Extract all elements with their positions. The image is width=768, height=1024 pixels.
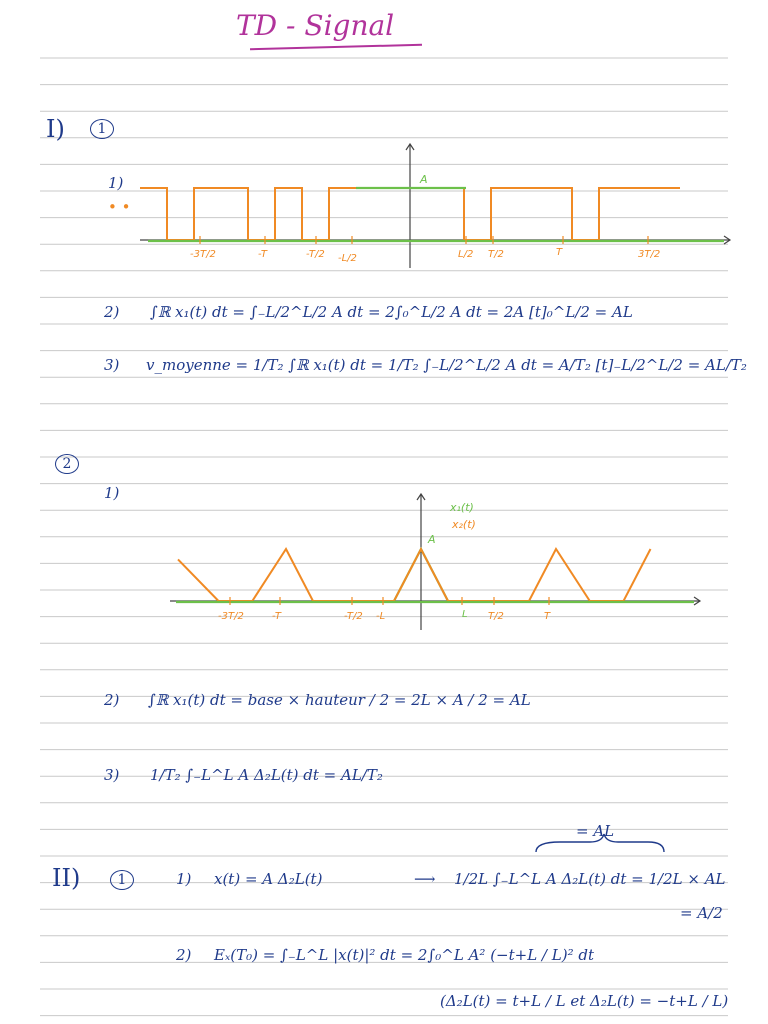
question-3-label: 3) [104,356,120,374]
tick-label: -3T/2 [218,611,244,622]
tick-label: L [462,609,468,620]
circled-number: 2 [55,454,79,474]
arrow-icon: ⟶ [414,870,436,888]
tick-label: -T/2 [344,611,363,622]
tick-label: -T [258,249,267,260]
section-one-heading: I) [46,115,65,143]
question-3-equation: v_moyenne = 1/T₂ ∫ℝ x₁(t) dt = 1/T₂ ∫₋L/2^L/2 A dt = A/T₂ [t]₋L/2^L/2 = AL/T₂ [146,356,747,374]
legend-x2: x₂(t) [452,518,476,531]
tick-label: T [544,611,551,622]
circled-number: 1 [110,870,134,890]
section-two-circle-number [110,870,134,890]
part2-question-2-equation: ∫ℝ x₁(t) dt = base × hauteur / 2 = 2L × A / 2 = AL [148,691,531,709]
graph2-amplitude-label: A [428,533,436,546]
part2-question-3-equation: 1/T₂ ∫₋L^L A Δ₂L(t) dt = AL/T₂ [150,766,383,784]
sec2-question-2-equation: Eₓ(T₀) = ∫₋L^L |x(t)|² dt = 2∫₀^L A² (−t+L / L)² dt [214,946,594,964]
part2-question-1-label: 1) [104,484,120,502]
tick-label: -T/2 [306,249,325,260]
question-2-equation: ∫ℝ x₁(t) dt = ∫₋L/2^L/2 A dt = 2∫₀^L/2 A dt = 2A [t]₀^L/2 = AL [150,303,633,321]
graph1-amplitude-label: A [420,173,428,186]
brace-annotation: = AL [576,822,615,840]
tick-label: -L/2 [338,253,357,264]
tick-label: T/2 [488,611,504,622]
sec2-question-1-rhs: 1/2L ∫₋L^L A Δ₂L(t) dt = 1/2L × AL [454,870,726,888]
part2-question-2-label: 2) [104,691,120,709]
tick-label: -L [376,611,386,622]
sec2-question-2-note: (Δ₂L(t) = t+L / L et Δ₂L(t) = −t+L / L) [440,992,729,1010]
tick-label: T/2 [488,249,504,260]
circled-number: 1 [90,119,114,139]
tick-label: T [556,247,563,258]
legend-x1: x₁(t) [450,501,474,514]
sec2-question-1-result: = A/2 [680,904,723,922]
question-1-label: 1) [108,174,124,192]
question-2-label: 2) [104,303,120,321]
sec2-question-2-label: 2) [176,946,192,964]
continuation-dots: • • [108,198,131,216]
part2-question-3-label: 3) [104,766,120,784]
tick-label: L/2 [458,249,474,260]
sec2-question-1-equation: x(t) = A Δ₂L(t) [214,870,323,888]
sec2-question-1-label: 1) [176,870,192,888]
tick-label: 3T/2 [638,249,661,260]
section-two-heading: II) [52,864,81,892]
page-title: TD - Signal [236,9,395,42]
tick-label: -T [272,611,281,622]
tick-label: -3T/2 [190,249,216,260]
